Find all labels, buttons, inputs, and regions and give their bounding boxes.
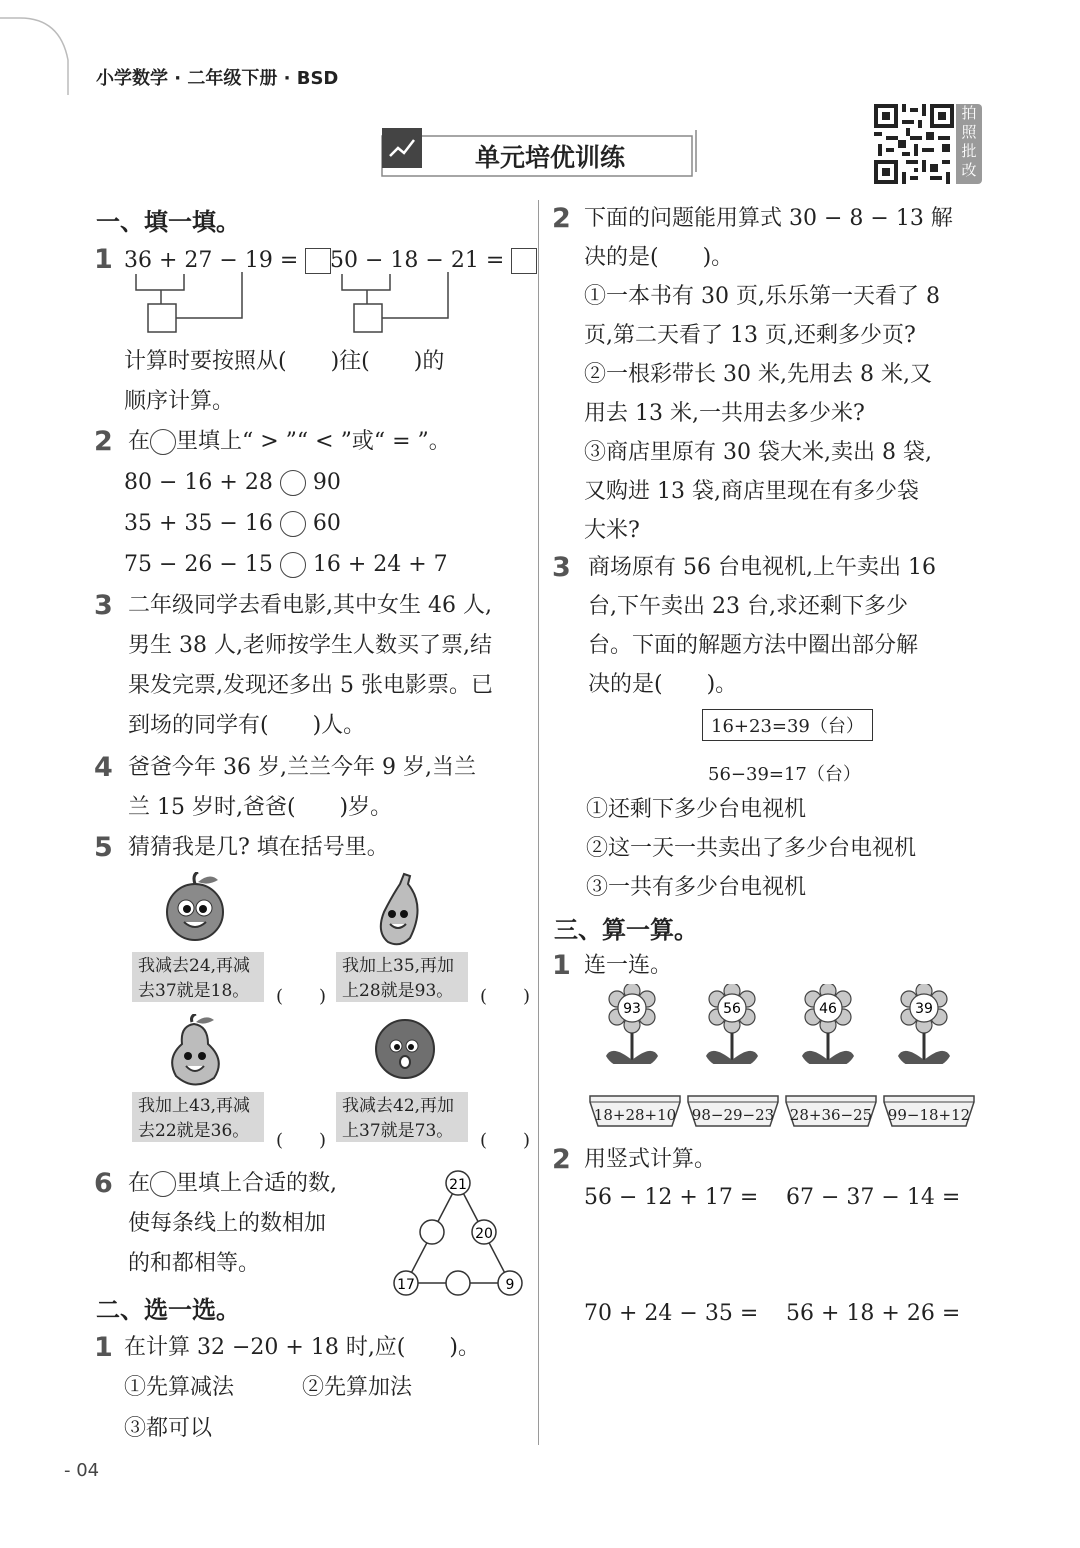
- flower-icon[interactable]: [898, 984, 950, 1064]
- compare-circle[interactable]: [280, 552, 306, 578]
- triangle-number: 21: [449, 1177, 467, 1193]
- flower-icon[interactable]: [706, 984, 758, 1064]
- card-line: 我减去42,再加: [342, 1096, 455, 1116]
- page-number-value: 04: [76, 1460, 100, 1481]
- q2-row: [124, 463, 341, 503]
- row-right: 90: [312, 470, 341, 495]
- prompt-text: 里填上“ > ”“ < ”或“ = ”。: [176, 429, 451, 454]
- flower-row: [596, 984, 986, 1064]
- pear-icon: [162, 1014, 232, 1088]
- card-line: 我加上43,再减: [138, 1096, 251, 1116]
- riddle-card: [336, 1092, 468, 1142]
- page-number: - 04: [64, 1460, 100, 1481]
- prompt-text: 在: [128, 429, 151, 454]
- card-line: 去22就是36。: [138, 1121, 250, 1141]
- q2-row: [124, 545, 448, 585]
- flower-number: 46: [819, 1001, 837, 1017]
- vertical-calc-expression: 67 − 37 − 14 =: [786, 1185, 961, 1210]
- card-line: 上37就是73。: [342, 1121, 454, 1141]
- p2q2-line: 下面的问题能用算式 30 − 8 − 13 解: [584, 206, 953, 231]
- p3q2-number: 2: [552, 1144, 571, 1175]
- orange-icon: [372, 1016, 438, 1082]
- p2q3-line: 商场原有 56 台电视机,上午卖出 16: [588, 555, 936, 580]
- flower-number: 56: [723, 1001, 741, 1017]
- qr-code-icon[interactable]: [874, 104, 954, 184]
- row-right: 16 + 24 + 7: [312, 552, 448, 577]
- bowl-expression[interactable]: 99−18+12: [887, 1106, 971, 1124]
- scan-correct-label: 拍照批改: [956, 104, 982, 184]
- p3q2-text: 用竖式计算。: [584, 1147, 717, 1172]
- compare-circle[interactable]: [280, 511, 306, 537]
- triangle-number: 20: [475, 1226, 493, 1242]
- p2q2-line: 又购进 13 袋,商店里现在有多少袋: [584, 479, 919, 504]
- row-left: 35 + 35 − 16: [124, 511, 273, 536]
- q3-line: 果发完票,发现还多出 5 张电影票。已: [128, 673, 493, 698]
- q5-prompt: 猜猜我是几? 填在括号里。: [128, 835, 389, 860]
- page-corner-decoration: [0, 0, 70, 95]
- card-line: 去37就是18。: [138, 981, 250, 1001]
- card-line: 我加上35,再加: [342, 956, 455, 976]
- vertical-calc-expression: 70 + 24 − 35 =: [584, 1301, 759, 1326]
- q4-line: 爸爸今年 36 岁,兰兰今年 9 岁,当兰: [128, 755, 476, 780]
- p3q1-number: 1: [552, 950, 571, 981]
- page-title: 单元培优训练: [474, 143, 625, 172]
- expr-a-text: 36 + 27 − 19 =: [124, 248, 299, 273]
- p2q2-line: 页,第二天看了 13 页,还剩多少页?: [584, 323, 916, 348]
- q3-line: 二年级同学去看电影,其中女生 46 人,: [128, 593, 492, 618]
- p2q2-line: 决的是( )。: [584, 245, 734, 270]
- q6-line3: 的和都相等。: [128, 1251, 261, 1276]
- riddle-card: [132, 952, 264, 1002]
- answer-paren[interactable]: ( ): [480, 986, 531, 1007]
- q3-number: 3: [94, 590, 113, 621]
- flower-icon[interactable]: [802, 984, 854, 1064]
- q2-row: [124, 504, 341, 544]
- apple-icon: [162, 872, 232, 944]
- p2q2-line: 用去 13 米,一共用去多少米?: [584, 401, 865, 426]
- p2q1-option[interactable]: ①先算减法: [124, 1375, 235, 1400]
- card-line: 我减去24,再减: [138, 956, 251, 976]
- answer-paren[interactable]: ( ): [276, 1130, 327, 1151]
- row-left: 80 − 16 + 28: [124, 470, 273, 495]
- q1-text-line2: 顺序计算。: [124, 389, 235, 414]
- answer-paren[interactable]: ( ): [276, 986, 327, 1007]
- riddle-card: [132, 1092, 264, 1142]
- p3q1-text: 连一连。: [584, 953, 673, 978]
- p2q2-number: 2: [552, 203, 571, 234]
- p2q1-text: 在计算 32 −20 + 18 时,应( )。: [124, 1335, 480, 1360]
- q5-number: 5: [94, 832, 113, 863]
- q1-text-line1: 计算时要按照从( )往( )的: [124, 349, 445, 374]
- p2q3-number: 3: [552, 552, 571, 583]
- vertical-calc-expression: 56 − 12 + 17 =: [584, 1185, 759, 1210]
- triangle-number: 17: [397, 1277, 415, 1293]
- p2q3-option[interactable]: ③一共有多少台电视机: [586, 875, 807, 900]
- q6-text: 里填上合适的数,: [176, 1171, 338, 1196]
- q1-step-diagram: [130, 270, 530, 335]
- triangle-number: 9: [505, 1277, 515, 1293]
- p2q2-line: 大米?: [584, 518, 640, 543]
- circle-icon: [150, 1171, 176, 1197]
- row-left: 75 − 26 − 15: [124, 552, 273, 577]
- row-right: 60: [312, 511, 341, 536]
- vertical-calc-expression: 56 + 18 + 26 =: [786, 1301, 961, 1326]
- p2q3-line: 台,下午卖出 23 台,求还剩下多少: [588, 594, 908, 619]
- part2-heading: 二、选一选。: [96, 1296, 240, 1324]
- p2q2-option[interactable]: ③商店里原有 30 袋大米,卖出 8 袋,: [584, 440, 932, 465]
- part3-heading: 三、算一算。: [554, 916, 698, 944]
- banana-icon: [370, 872, 430, 948]
- p2q3-option[interactable]: ①还剩下多少台电视机: [586, 797, 807, 822]
- p2q3-line: 决的是( )。: [588, 672, 738, 697]
- p2q3-line: 台。下面的解题方法中圈出部分解: [588, 633, 919, 658]
- q6-number: 6: [94, 1168, 113, 1199]
- q3-line: 到场的同学有( )人。: [128, 713, 366, 738]
- riddle-card: [336, 952, 468, 1002]
- q4-line: 兰 15 岁时,爸爸( )岁。: [128, 795, 393, 820]
- bowl-expression[interactable]: 28+36−25: [789, 1106, 873, 1124]
- card-line: 上28就是93。: [342, 981, 454, 1001]
- number-triangle: [390, 1166, 526, 1302]
- q6-line2: 使每条线上的数相加: [128, 1211, 327, 1236]
- q1-number: 1: [94, 244, 113, 275]
- p2q2-option[interactable]: ①一本书有 30 页,乐乐第一天看了 8: [584, 284, 940, 309]
- expr-b-text: 50 − 18 − 21 =: [330, 248, 505, 273]
- p2q3-option[interactable]: ②这一天一共卖出了多少台电视机: [586, 836, 917, 861]
- flower-number: 93: [623, 1001, 641, 1017]
- step-box[interactable]: [354, 304, 382, 332]
- q6-line1: [128, 1164, 337, 1204]
- q4-number: 4: [94, 752, 113, 783]
- p2q2-option[interactable]: ②一根彩带长 30 米,先用去 8 米,又: [584, 362, 932, 387]
- circled-calculation: 16+23=39（台）: [702, 709, 873, 741]
- step-box[interactable]: [148, 304, 176, 332]
- flower-number: 39: [915, 1001, 933, 1017]
- bowl-expression[interactable]: 98−29−23: [691, 1106, 775, 1124]
- book-header: 小学数学 · 二年级下册 · BSD: [96, 68, 339, 89]
- p2q1-option[interactable]: ②先算加法: [302, 1375, 413, 1400]
- column-divider: [538, 200, 539, 1445]
- compare-circle[interactable]: [280, 470, 306, 496]
- q2-number: 2: [94, 426, 113, 457]
- q2-prompt: [128, 422, 451, 462]
- part1-heading: 一、填一填。: [96, 208, 240, 236]
- calculation-step: 56−39=17（台）: [708, 764, 861, 785]
- p2q1-number: 1: [94, 1332, 113, 1363]
- flower-icon[interactable]: [606, 984, 658, 1064]
- q6-text: 在: [128, 1171, 151, 1196]
- q3-line: 男生 38 人,老师按学生人数买了票,结: [128, 633, 492, 658]
- bowl-expression[interactable]: 18+28+10: [593, 1106, 677, 1124]
- circle-icon: [150, 429, 176, 455]
- answer-paren[interactable]: ( ): [480, 1130, 531, 1151]
- p2q1-option[interactable]: ③都可以: [124, 1416, 213, 1441]
